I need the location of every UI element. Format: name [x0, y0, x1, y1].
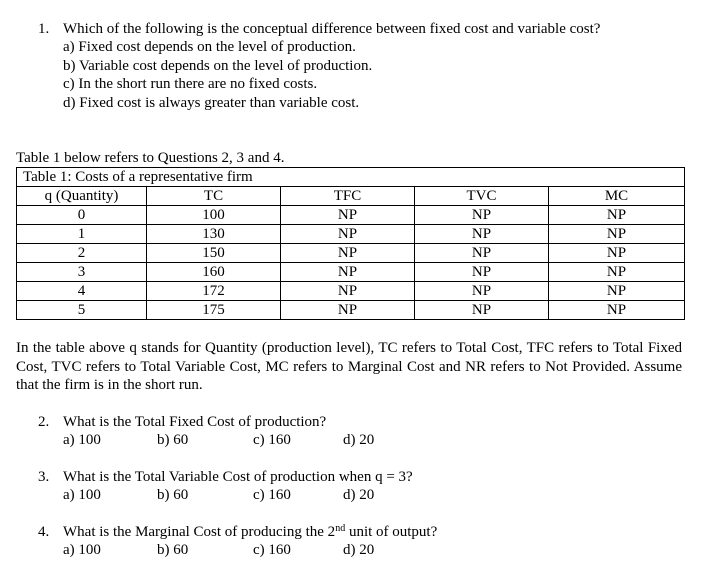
cell-tc: 100	[147, 206, 281, 225]
question-1-options	[63, 38, 600, 112]
question-3-stem	[38, 468, 413, 486]
question-2	[38, 413, 375, 449]
table-row	[17, 206, 685, 225]
question-1-stem	[38, 20, 600, 38]
question-2-options	[63, 431, 375, 449]
table-header-row	[17, 187, 685, 206]
header-mc: MC	[549, 187, 685, 206]
question-text-end: unit of output?	[345, 524, 438, 540]
question-number: 3.	[38, 469, 50, 485]
option-c: c) 160	[253, 432, 291, 448]
table-caption-row	[17, 168, 685, 187]
cell-tc: 150	[147, 244, 281, 263]
option-b: b) 60	[157, 542, 189, 558]
header-tvc: TVC	[415, 187, 549, 206]
cell-mc: NP	[549, 301, 685, 320]
question-4	[38, 523, 437, 559]
cell-tfc: NP	[281, 301, 415, 320]
header-quantity: q (Quantity)	[17, 187, 147, 206]
cell-tfc: NP	[281, 225, 415, 244]
cell-mc: NP	[549, 206, 685, 225]
cell-tfc: NP	[281, 282, 415, 301]
question-2-stem	[38, 413, 326, 431]
table-row	[17, 263, 685, 282]
option-d: d) 20	[343, 542, 375, 558]
cell-q: 1	[17, 225, 147, 244]
cell-mc: NP	[549, 244, 685, 263]
option-c: c) 160	[253, 542, 291, 558]
option-b: b) 60	[157, 487, 189, 503]
cell-tvc: NP	[415, 282, 549, 301]
cell-tvc: NP	[415, 225, 549, 244]
cell-q: 0	[17, 206, 147, 225]
question-text: Which of the following is the conceptual difference between fixed cost and variable cost?	[63, 21, 601, 37]
question-text	[63, 523, 437, 541]
cell-tvc: NP	[415, 244, 549, 263]
header-tfc: TFC	[281, 187, 415, 206]
cell-mc: NP	[549, 282, 685, 301]
table-intro: Table 1 below refers to Questions 2, 3 and 4.	[16, 150, 285, 166]
cost-table	[16, 167, 685, 320]
cell-tc: 130	[147, 225, 281, 244]
table-row	[17, 225, 685, 244]
question-4-stem	[38, 523, 437, 541]
option-a: a) Fixed cost depends on the level of production.	[63, 39, 356, 55]
ordinal-suffix: nd	[335, 523, 346, 534]
cell-tvc: NP	[415, 263, 549, 282]
question-3-options	[63, 486, 413, 504]
cell-tvc: NP	[415, 206, 549, 225]
table-explanation: In the table above q stands for Quantity (production level), TC refers to Total Cost, TFC refers to Total Fixed Cost, TVC refers to Total Variable Cost, MC refers to Marginal Cost and NR refers to Not Provided. Assume that the firm is in the short run.	[16, 340, 682, 393]
option-b: b) 60	[157, 432, 189, 448]
table-caption: Table 1: Costs of a representative firm	[17, 168, 685, 187]
cell-mc: NP	[549, 263, 685, 282]
question-number: 1.	[38, 21, 50, 37]
cell-tc: 160	[147, 263, 281, 282]
question-text: What is the Total Variable Cost of production when q = 3?	[63, 469, 413, 485]
question-4-options	[63, 541, 437, 559]
cell-tfc: NP	[281, 263, 415, 282]
option-a: a) 100	[63, 487, 101, 503]
option-d: d) 20	[343, 432, 375, 448]
cell-q: 2	[17, 244, 147, 263]
option-a: a) 100	[63, 542, 101, 558]
question-1	[38, 20, 600, 112]
cell-q: 5	[17, 301, 147, 320]
question-text: What is the Total Fixed Cost of production?	[63, 414, 327, 430]
option-c: c) 160	[253, 487, 291, 503]
cell-tvc: NP	[415, 301, 549, 320]
cell-q: 4	[17, 282, 147, 301]
question-number: 4.	[38, 524, 50, 540]
cell-mc: NP	[549, 225, 685, 244]
option-c: c) In the short run there are no fixed costs.	[63, 76, 318, 92]
cell-tc: 172	[147, 282, 281, 301]
question-text-start: What is the Marginal Cost of producing the 2	[63, 524, 336, 540]
cell-tfc: NP	[281, 206, 415, 225]
question-number: 2.	[38, 414, 50, 430]
table-row	[17, 301, 685, 320]
table-row	[17, 282, 685, 301]
option-b: b) Variable cost depends on the level of production.	[63, 57, 373, 74]
option-d: d) 20	[343, 487, 375, 503]
cell-tc: 175	[147, 301, 281, 320]
header-tc: TC	[147, 187, 281, 206]
table-row	[17, 244, 685, 263]
cell-q: 3	[17, 263, 147, 282]
cell-tfc: NP	[281, 244, 415, 263]
option-a: a) 100	[63, 432, 101, 448]
option-d: d) Fixed cost is always greater than variable cost.	[63, 94, 360, 111]
question-3	[38, 468, 413, 504]
